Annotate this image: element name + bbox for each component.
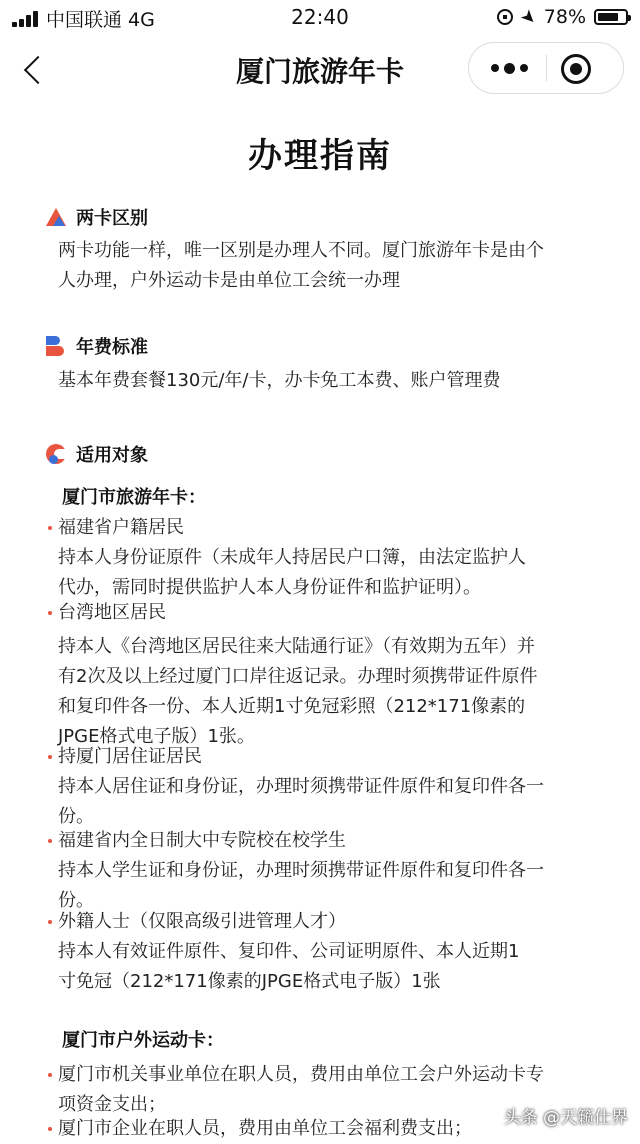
- text-line: 份。: [58, 806, 94, 827]
- bullet-dot: [48, 755, 52, 759]
- text-line: JPGE格式电子版）1张。: [58, 726, 255, 747]
- miniprogram-capsule: [468, 42, 624, 94]
- bullet-dot: [48, 839, 52, 843]
- item-title: 福建省户籍居民: [58, 517, 184, 538]
- status-bar: [0, 0, 640, 36]
- list-item: [46, 513, 636, 603]
- section-header-difference: [46, 204, 148, 230]
- logo-a-icon: [46, 207, 66, 227]
- list-item: [46, 826, 636, 916]
- text-line: 持本人居住证和身份证，办理时须携带证件原件和复印件各一: [58, 776, 544, 797]
- carrier-label: 中国联通 4G: [46, 9, 155, 31]
- text-line: 份。: [58, 890, 94, 911]
- bullet-dot: [48, 611, 52, 615]
- item-title: 福建省内全日制大中专院校在校学生: [58, 830, 346, 851]
- text-line: 项资金支出；: [58, 1094, 166, 1115]
- section-header-fee: [46, 333, 148, 359]
- bullet-dot: [48, 526, 52, 530]
- item-title: 厦门市机关事业单位在职人员，费用由单位工会户外运动卡专: [58, 1064, 544, 1085]
- section-label: 年费标准: [76, 337, 148, 358]
- close-miniprogram-button[interactable]: [561, 54, 591, 84]
- text-line: 两卡功能一样，唯一区别是办理人不同。厦门旅游年卡是由个: [58, 240, 544, 261]
- section-label: 适用对象: [76, 445, 148, 466]
- section-header-eligibility: [46, 441, 148, 467]
- section-label: 两卡区别: [76, 208, 148, 229]
- status-indicators: [497, 5, 628, 29]
- status-time: 22:40: [291, 5, 349, 29]
- nav-title: 厦门旅游年卡: [235, 55, 404, 88]
- list-item: [46, 742, 636, 832]
- text-line: 寸免冠（212*171像素的JPGE格式电子版）1张: [58, 971, 441, 992]
- text-line: 代办，需同时提供监护人本人身份证件和监护证明）。: [58, 577, 481, 598]
- text-line: 持本人学生证和身份证，办理时须携带证件原件和复印件各一: [58, 860, 544, 881]
- location-arrow-icon: ➤: [515, 4, 541, 30]
- subsection-title-tourism-card: 厦门市旅游年卡：: [62, 487, 206, 508]
- text-line: 持本人有效证件原件、复印件、公司证明原件、本人近期1: [58, 941, 520, 962]
- text-line: 有2次及以上经过厦门口岸往返记录。办理时须携带证件原件: [58, 666, 538, 687]
- logo-c-icon: [46, 444, 66, 464]
- text-line: 持本人《台湾地区居民往来大陆通行证》（有效期为五年）并: [58, 636, 535, 657]
- more-button[interactable]: [479, 49, 539, 87]
- capsule-divider: [546, 55, 547, 81]
- item-title: 台湾地区居民: [58, 602, 166, 623]
- watermark: 头条 @天籁仕界: [503, 1108, 628, 1128]
- more-dots-icon: [491, 64, 499, 72]
- battery-percent: 78%: [543, 6, 586, 28]
- nav-bar: [0, 36, 640, 104]
- item-title: 厦门市企业在职人员，费用由单位工会福利费支出；: [58, 1118, 472, 1139]
- rotation-lock-icon: [497, 9, 513, 25]
- text-line: 持本人身份证原件（未成年人持居民户口簿，由法定监护人: [58, 547, 526, 568]
- section-text-fee: [58, 366, 630, 396]
- text-line: 人办理，户外运动卡是由单位工会统一办理: [58, 270, 400, 291]
- section-text-difference: [58, 236, 630, 296]
- battery-icon: [594, 9, 628, 25]
- list-item: [46, 907, 636, 997]
- bullet-dot: [48, 920, 52, 924]
- item-title: 持厦门居住证居民: [58, 746, 202, 767]
- list-item: [46, 598, 636, 752]
- item-title: 外籍人士（仅限高级引进管理人才）: [58, 911, 346, 932]
- logo-b-icon: [46, 336, 66, 356]
- page-title: 办理指南: [248, 136, 392, 176]
- bullet-dot: [48, 1127, 52, 1131]
- text-line: 基本年费套餐130元/年/卡，办卡免工本费、账户管理费: [58, 370, 501, 391]
- text-line: 和复印件各一份、本人近期1寸免冠彩照（212*171像素的: [58, 696, 526, 717]
- subsection-title-outdoor-card: 厦门市户外运动卡：: [62, 1030, 224, 1051]
- bullet-dot: [48, 1073, 52, 1077]
